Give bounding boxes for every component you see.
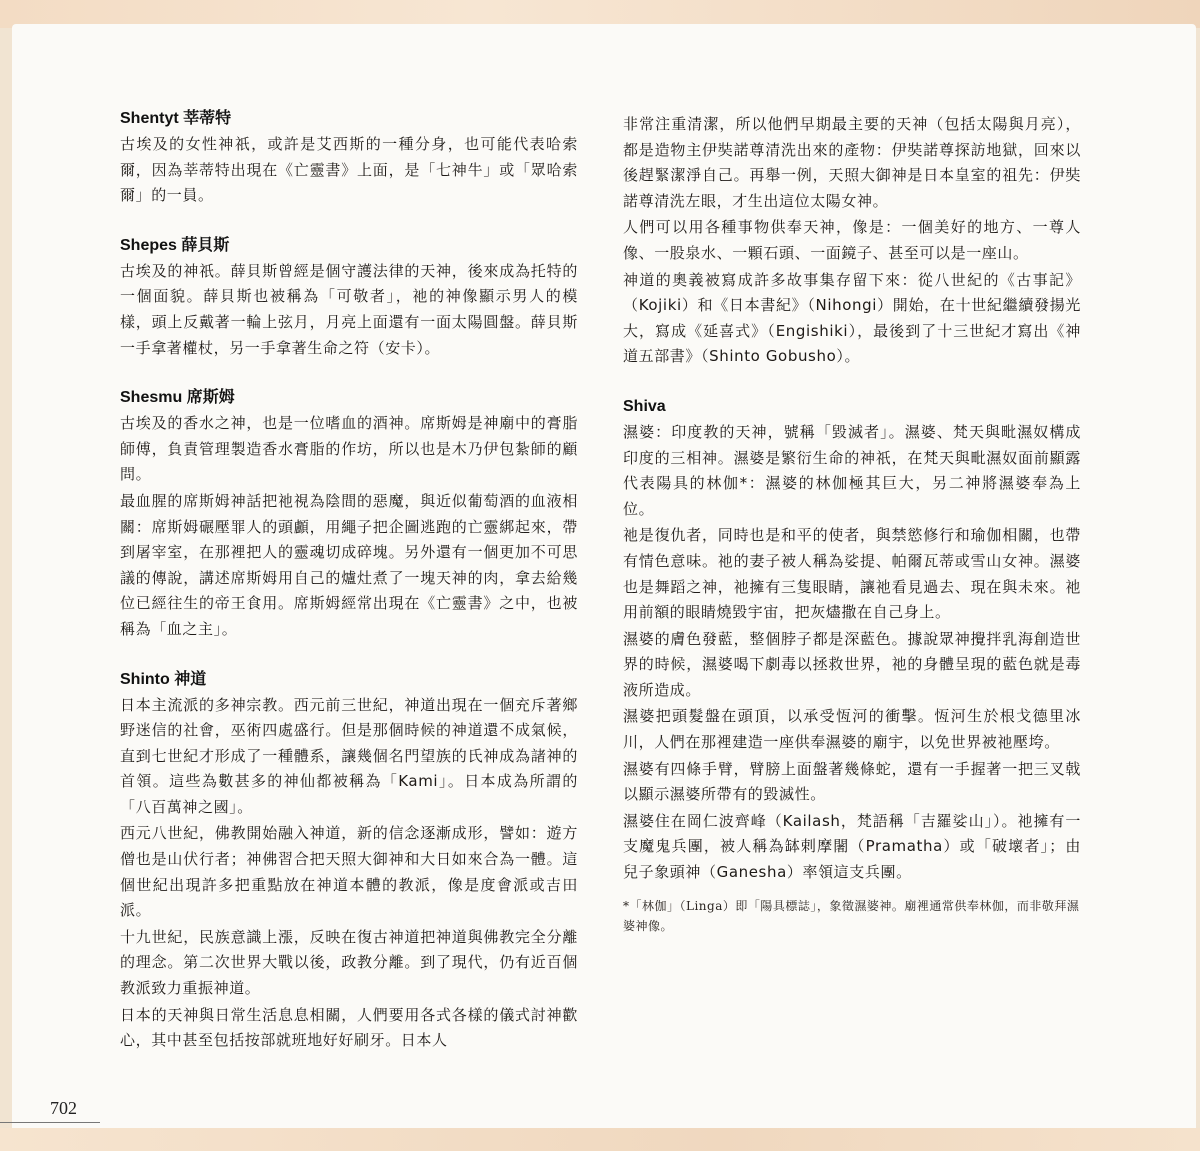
entry-paragraph: 十九世紀，民族意識上漲，反映在復古神道把神道與佛教完全分離的理念。第二次世界大戰以後，政教分離。到了現代，仍有近百個教派致力重振神道。: [120, 927, 578, 998]
entry-heading: Shentyt 莘蒂特: [120, 110, 232, 127]
entry-paragraph: 濕婆住在岡仁波齊峰（Kailash，梵語稱「吉羅娑山」）。祂擁有一支魔鬼兵團，被人稱為缽剌摩闍（Pramatha）或「破壞者」；由兒子象頭神（Ganesha）率領這支兵團。: [623, 811, 1081, 882]
entry-heading: Shepes 薛貝斯: [120, 236, 230, 254]
entry-paragraph: 濕婆把頭髮盤在頭頂，以承受恆河的衝擊。恆河生於根戈德里冰川，人們在那裡建造一座供奉濕婆的廟宇，以免世界被祂壓垮。: [623, 707, 1081, 752]
entry-heading: Shinto 神道: [120, 670, 207, 688]
right-column: [623, 112, 1081, 962]
entry-paragraph: 濕婆：印度教的天神，號稱「毀滅者」。濕婆、梵天與毗濕奴構成印度的三相神。濕婆是繁衍生命的神祇，在梵天與毗濕奴面前顯露代表陽具的林伽*：濕婆的林伽極其巨大，另二神將濕婆奉為上位。: [623, 422, 1081, 518]
entry-paragraph: 日本的天神與日常生活息息相關，人們要用各式各樣的儀式討神歡心，其中甚至包括按部就班地好好刷牙。日本人: [120, 1005, 578, 1050]
entry-paragraph: 最血腥的席斯姆神話把祂視為陰間的惡魔，與近似葡萄酒的血液相關：席斯姆碾壓罪人的頭顱，用繩子把企圖逃跑的亡靈綁起來，帶到屠宰室，在那裡把人的靈魂切成碎塊。另外還有一個更加不可思議的傳說，講述席斯姆用自己的爐灶煮了一塊天神的肉，拿去給幾位已經往生的帝王食用。席斯姆經常出現在《亡靈書》之中，也被稱為「血之主」。: [120, 491, 578, 638]
entry-shinto: [120, 669, 578, 1054]
entry-heading: Shiva: [623, 397, 666, 415]
entry-shinto-continued: [623, 112, 1081, 370]
book-page: [12, 24, 1196, 1128]
entry-paragraph: 西元八世紀，佛教開始融入神道，新的信念逐漸成形，譬如：遊方僧也是山伏行者；神佛習合把天照大御神和大日如來合為一體。這個世紀出現許多把重點放在神道本體的教派，像是度會派或吉田派。: [120, 824, 578, 920]
entry-shentyt: [120, 108, 578, 209]
entry-paragraph: 濕婆的膚色發藍，整個脖子都是深藍色。據說眾神攪拌乳海創造世界的時候，濕婆喝下劇毒以拯救世界，祂的身體呈現的藍色就是毒液所造成。: [623, 629, 1081, 699]
bottom-page-edge: [0, 1128, 1200, 1151]
entry-paragraph: 祂是復仇者，同時也是和平的使者，與禁慾修行和瑜伽相關，也帶有情色意味。祂的妻子被人稱為娑提、帕爾瓦蒂或雪山女神。濕婆也是舞蹈之神，祂擁有三隻眼睛，讓祂看見過去、現在與未來。祂用前額的眼睛燒毀宇宙，把灰燼撒在自己身上。: [623, 526, 1081, 622]
entry-paragraph: 非常注重清潔，所以他們早期最主要的天神（包括太陽與月亮），都是造物主伊奘諾尊清洗出來的產物：伊奘諾尊探訪地獄，回來以後趕緊潔淨自己。再舉一例，天照大御神是日本皇室的祖先：伊奘諾尊清洗左眼，才生出這位太陽女神。: [623, 115, 1081, 210]
entry-paragraph: 日本主流派的多神宗教。西元前三世紀，神道出現在一個充斥著鄉野迷信的社會，巫術四處盛行。但是那個時候的神道還不成氣候，直到七世紀才形成了一種體系，讓幾個名門望族的氏神成為諸神的首領。這些為數甚多的神仙都被稱為「Kami」。日本成為所謂的「八百萬神之國」。: [120, 695, 578, 816]
left-column: [120, 108, 578, 1080]
entry-shepes: [120, 235, 578, 361]
entry-paragraph: 人們可以用各種事物供奉天神，像是：一個美好的地方、一尊人像、一股泉水、一顆石頭、一面鏡子、甚至可以是一座山。: [623, 218, 1081, 262]
entry-paragraph: 古埃及的女性神祇，或許是艾西斯的一種分身，也可能代表哈索爾，因為莘蒂特出現在《亡靈書》上面，是「七神牛」或「眾哈索爾」的一員。: [120, 135, 578, 205]
entry-paragraph: 古埃及的香水之神，也是一位嗜血的酒神。席斯姆是神廟中的膏脂師傅，負責管理製造香水膏脂的作坊，所以也是木乃伊包紮師的顧問。: [120, 414, 578, 484]
entry-shesmu: [120, 387, 578, 642]
entry-shiva: [623, 396, 1081, 936]
entry-paragraph: 神道的奧義被寫成許多故事集存留下來：從八世紀的《古事記》（Kojiki）和《日本書紀》（Nihongi）開始，在十世紀繼續發揚光大，寫成《延喜式》（Engishiki），最後到了十三世紀才寫出《神道五部書》（Shinto Gobusho）。: [623, 270, 1081, 366]
entry-paragraph: 古埃及的神祇。薛貝斯曾經是個守護法律的天神，後來成為托特的一個面貌。薛貝斯也被稱為「可敬者」，祂的神像顯示男人的模樣，頭上反戴著一輪上弦月，月亮上面還有一面太陽圓盤。薛貝斯一手拿著權杖，另一手拿著生命之符（安卡）。: [120, 261, 578, 357]
folio-rule: [0, 1122, 100, 1123]
page-number: 702: [50, 1098, 77, 1118]
entry-paragraph: 濕婆有四條手臂，臂膀上面盤著幾條蛇，還有一手握著一把三叉戟以顯示濕婆所帶有的毀滅性。: [623, 759, 1081, 804]
footnote: *「林伽」（Linga）即「陽具標誌」，象徵濕婆神。廟裡通常供奉林伽，而非敬拜濕婆神像。: [623, 898, 1080, 933]
entry-heading: Shesmu 席斯姆: [120, 389, 235, 407]
